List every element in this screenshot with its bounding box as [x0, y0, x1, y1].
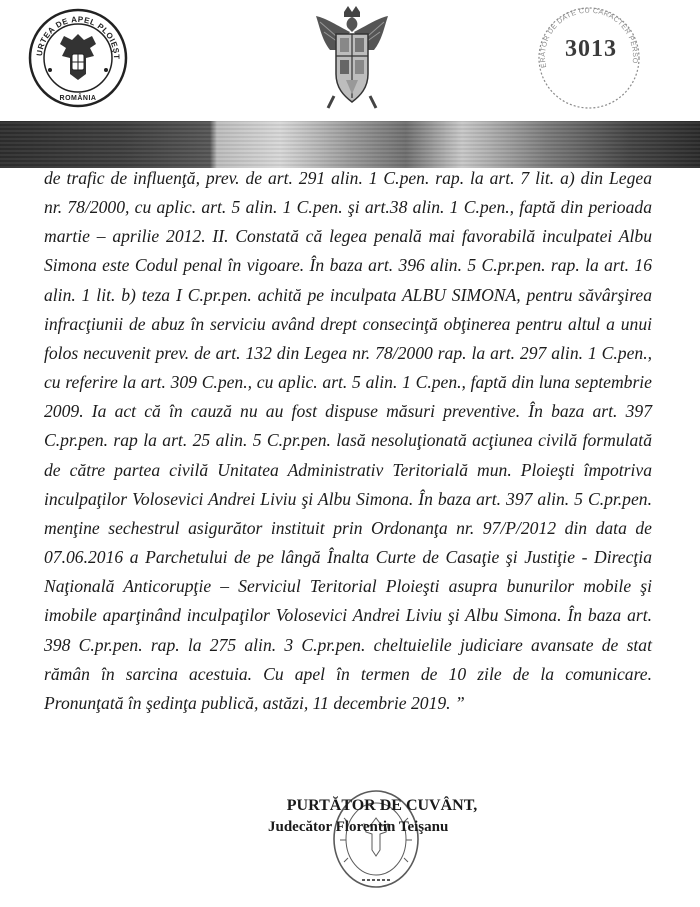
signature-name: Judecător Florentin Teişanu [268, 819, 449, 835]
body-line: 398 C.pr.pen. rap. la 275 alin. 3 C.pr.pen. cheltuielile judiciare avansate de stat [44, 634, 652, 655]
body-line: inculpaţilor Volosevici Andrei Liviu şi Albu Simona. În baza art. 397 alin. 5 C.pr.pen. [44, 488, 652, 509]
body-line: Naţională Anticorupţie – Serviciul Teritorial Ploieşti asupra bunurilor mobile şi [44, 576, 652, 597]
body-line: 07.06.2016 a Parchetului de pe lângă Înalta Curte de Casaţie şi Justiţie - Direcţia [44, 547, 652, 568]
body-line: infracţiunii de abuz în serviciu având drept consecinţă obţinerea pentru altul a unui [44, 313, 652, 334]
court-seal-icon [28, 8, 128, 108]
document-body [44, 164, 652, 718]
svg-text:ROMÂNIA: ROMÂNIA [59, 95, 97, 102]
body-line: folos necuvenit prev. de art. 132 din Legea nr. 78/2000 rap. la art. 297 alin. 1 C.pen., [44, 342, 652, 363]
body-line: alin. 1 lit. b) teza I C.pr.pen. achită pe inculpata ALBU SIMONA, pentru săvârşirea [44, 284, 652, 305]
body-line: Simona este Codul penal în vigoare. În baza art. 396 alin. 5 C.pr.pen. rap. la art. 16 [44, 255, 652, 276]
svg-text:OPERATOR DE DATE CU CARACTER P: ERATOR DE DATE CU CARACTER PERSO [539, 7, 639, 69]
body-line: nr. 78/2000, cu aplic. art. 5 alin. 1 C.pen. şi art.38 alin. 1 C.pen., faptă din perioada [44, 197, 652, 218]
body-line: cu referire la art. 309 C.pen., cu aplic. art. 5 alin. 1 C.pen., faptă din luna septembrie [44, 372, 652, 393]
svg-text:CURTEA DE APEL PLOIEŞTI: URTEA DE APEL PLOIEŞT [34, 14, 122, 60]
body-line: imobile aparţinând inculpaţilor Volosevici Andrei Liviu şi Albu Simona. În baza art. [44, 605, 652, 626]
registration-number: 3013 [565, 36, 617, 62]
romanian-coat-of-arms-icon [312, 4, 392, 112]
body-line: de trafic de influenţă, prev. de art. 291 alin. 1 C.pen. rap. la art. 7 lit. a) din Legea [44, 168, 652, 188]
body-line: martie – aprilie 2012. II. Constată că legea penală mai favorabilă inculpatei Albu [44, 226, 652, 247]
body-line: de către partea civilă Unitatea Administrativ Teritorială mun. Ploieşti împotriva [44, 459, 652, 480]
header-divider-band [0, 121, 700, 168]
body-line: 2009. Ia act că în cauză nu au fost dispuse măsuri preventive. În baza art. 397 [44, 401, 652, 422]
signature-title: PURTĂTOR DE CUVÂNT, [286, 797, 478, 814]
signature-block [262, 797, 502, 836]
body-line: Pronunţată în şedinţa publică, astăzi, 11 decembrie 2019. ” [44, 692, 465, 713]
body-line: C.pr.pen. rap la art. 25 alin. 5 C.pr.pen. lasă nesoluţionată acţiunea civilă formulată [44, 430, 652, 451]
body-line: rămân în sarcina acestuia. Cu apel în termen de 10 zile de la comunicare. [44, 663, 652, 684]
body-line: menţine sechestrul asigurător instituit prin Ordonanţa nr. 97/P/2012 din data de [44, 517, 652, 538]
